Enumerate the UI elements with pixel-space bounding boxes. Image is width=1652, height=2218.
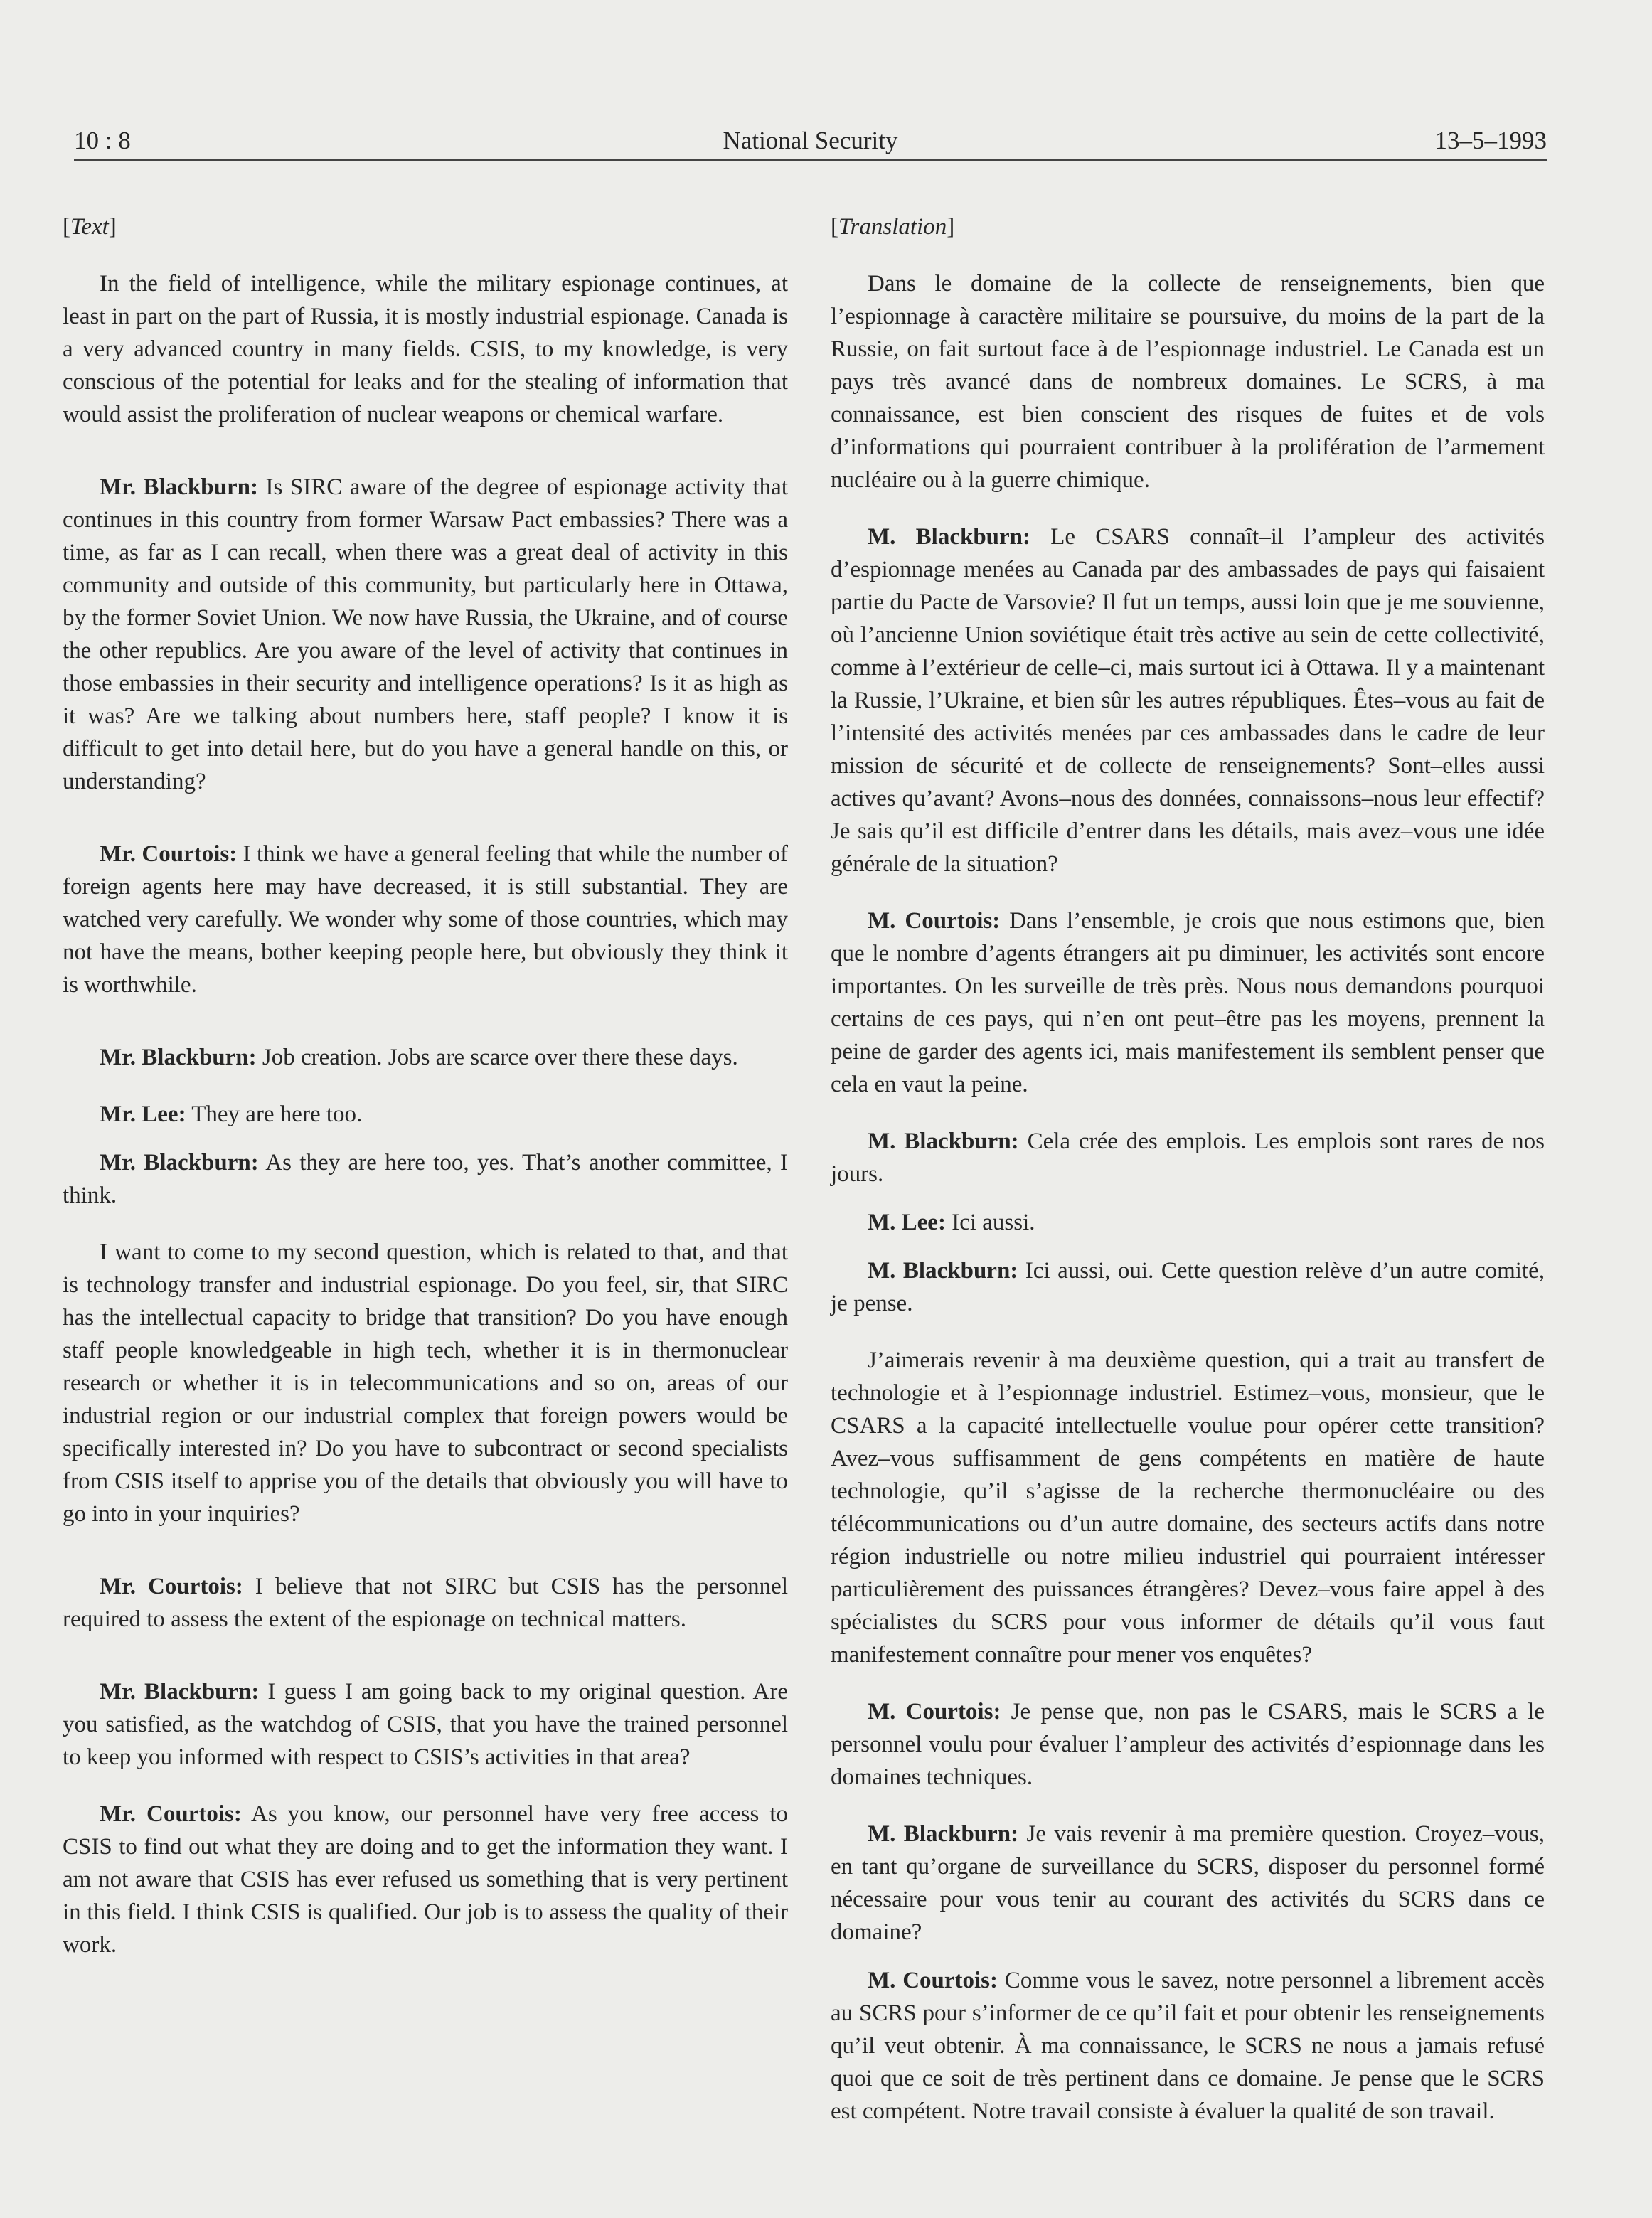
speaker-name: M. Lee:: [868, 1210, 946, 1235]
page-number: 10 : 8: [74, 127, 131, 154]
speaker-name: Mr. Blackburn:: [100, 1150, 259, 1175]
text-tag: [Text]: [63, 214, 117, 240]
speaker-paragraph: Mr. Blackburn: Job creation. Jobs are scarce over there these days.: [100, 1045, 738, 1070]
speaker-name: Mr. Courtois:: [100, 1801, 242, 1827]
paragraph: In the field of intelligence, while the military espionage continues, at least in part on the part of Russia, it is mostly industrial espionage. Canada is a very advanced country in many fields. CSIS, to my knowledge, is very conscious of the potential for leaks and for the stealing of information that would assist the proliferation of nuclear weapons or chemical warfare.: [63, 271, 788, 427]
speaker-name: M. Blackburn:: [868, 1129, 1019, 1154]
speaker-name: M. Blackburn:: [868, 1258, 1018, 1284]
paragraph: I want to come to my second question, which is related to that, and that is technology transfer and industrial espionage. Do you feel, sir, that SIRC has the intellectual capacity to bridge that transition? Do you have enough staff people knowledgeable in high tech, whether it is in thermonuclear research or whether it is in telecommunications and so on, areas of our industrial region or our industrial complex that foreign powers would be specifically interested in? Do you have to subcontract or second specialists from CSIS itself to apprise you of the details that obviously you will have to go into in your inquiries?: [63, 1239, 788, 1527]
speaker-paragraph: Mr. Courtois: As you know, our personnel have very free access to CSIS to find out what they are doing and to get the information they want. I am not aware that CSIS has ever refused us something that is very pertinent in this field. I think CSIS is qualified. Our job is to assess the quality of their work.: [63, 1801, 789, 1958]
paragraph: J’aimerais revenir à ma deuxième question, qui a trait au transfert de technologie et à l’espionnage industriel. Estimez–vous, monsieur, que le CSARS a la capacité intellectuelle voulue pour opérer cette transition? Avez–vous suffisamment de gens compétents en matière de haute technologie, qu’il s’agisse de la recherche thermonucléaire ou des télécommunications ou d’un autre domaine, des secteurs actifs dans notre région industrielle ou notre milieu industriel qui pourraient intéresser particulièrement des puissances étrangères? Devez–vous faire appel à des spécialistes du SCRS pour vous informer de détails qu’il vous faut manifestement connaître pour mener vos enquêtes?: [831, 1348, 1545, 1668]
speaker-paragraph: Mr. Lee: They are here too.: [100, 1102, 363, 1127]
english-column: [63, 210, 788, 1961]
speaker-paragraph: M. Blackburn: Le CSARS connaît–il l’ampleur des activités d’espionnage menées au Canada par des ambassades de pays qui faisaient partie du Pacte de Varsovie? Il fut un temps, aussi loin que je me souvienne, où l’ancienne Union soviétique était très active au sein de cette collectivité, comme à l’extérieur de celle–ci, mais surtout ici à Ottawa. Il y a maintenant la Russie, l’Ukraine, et bien sûr les autres républiques. Êtes–vous au fait de l’intensité des activités menées par ces ambassades dans le cadre de leur mission de sécurité et de collecte de renseignements? Sont–elles aussi actives qu’avant? Avons–nous des données, connaissons–nous leur effectif? Je sais qu’il est difficile d’entrer dans les détails, mais avez–vous une idée générale de la situation?: [831, 524, 1545, 877]
speaker-paragraph: M. Blackburn: Ici aussi, oui. Cette question relève d’un autre comité, je pense.: [831, 1258, 1545, 1316]
translation-tag: [Translation]: [831, 214, 955, 240]
running-title: National Security: [723, 127, 898, 154]
speaker-name: M. Courtois:: [868, 1968, 998, 1993]
speaker-paragraph: M. Blackburn: Je vais revenir à ma première question. Croyez–vous, en tant qu’organe de surveillance du SCRS, disposer du personnel formé nécessaire pour vous tenir au courant des activités du SCRS dans ce domaine?: [831, 1821, 1545, 1945]
speaker-paragraph: Mr. Blackburn: Is SIRC aware of the degree of espionage activity that continues in this country from former Warsaw Pact embassies? There was a time, as far as I can recall, when there was a great deal of activity in this community and outside of this community, but particularly here in Ottawa, by the former Soviet Union. We now have Russia, the Ukraine, and of course the other republics. Are you aware of the level of activity that continues in those embassies in their security and intelligence operations? Is it as high as it was? Are we talking about numbers here, staff people? I know it is difficult to get into detail here, but do you have a general handle on this, or understanding?: [63, 474, 788, 794]
speaker-name: Mr. Blackburn:: [100, 1045, 257, 1070]
speaker-name: M. Blackburn:: [868, 1821, 1019, 1847]
speaker-paragraph: M. Lee: Ici aussi.: [868, 1210, 1035, 1235]
speaker-name: Mr. Courtois:: [100, 841, 238, 867]
paragraph: Dans le domaine de la collecte de renseignements, bien que l’espionnage à caractère militaire se poursuive, du moins de la part de la Russie, on fait surtout face à de l’espionnage industriel. Le Canada est un pays très avancé dans de nombreux domaines. Le SCRS, à ma connaissance, est bien conscient des risques de fuites et de vols d’informations qui pourraient contribuer à la prolifération de l’armement nucléaire ou à la guerre chimique.: [831, 271, 1545, 493]
speaker-paragraph: Mr. Courtois: I think we have a general feeling that while the number of foreign agents here may have decreased, it is still substantial. They are watched very carefully. We wonder why some of those countries, which may not have the means, bother keeping people here, but obviously they think it is worthwhile.: [63, 841, 789, 998]
speaker-paragraph: Mr. Blackburn: I guess I am going back to my original question. Are you satisfied, as the watchdog of CSIS, that you have the trained personnel to keep you informed with respect to CSIS’s activities in that area?: [63, 1679, 788, 1770]
speaker-name: Mr. Blackburn:: [100, 474, 258, 500]
speaker-name: Mr. Blackburn:: [100, 1679, 260, 1705]
speaker-paragraph: M. Blackburn: Cela crée des emplois. Les emplois sont rares de nos jours.: [831, 1129, 1545, 1187]
page-date: 13–5–1993: [1434, 127, 1547, 154]
speaker-paragraph: M. Courtois: Je pense que, non pas le CSARS, mais le SCRS a le personnel voulu pour évaluer l’ampleur des activités d’espionnage dans les domaines techniques.: [831, 1699, 1545, 1790]
speaker-paragraph: M. Courtois: Dans l’ensemble, je crois que nous estimons que, bien que le nombre d’agents étrangers ait pu diminuer, les activités sont encore importantes. On les surveille de très près. Nous nous demandons pourquoi certains de ces pays, qui n’en ont peut–être pas les moyens, prennent la peine de garder des agents ici, mais manifestement ils semblent penser que cela en vaut la peine.: [831, 908, 1545, 1097]
speaker-name: M. Courtois:: [868, 1699, 1001, 1724]
french-column: [831, 210, 1545, 2128]
page-header: [74, 122, 1547, 161]
speaker-name: Mr. Lee:: [100, 1102, 186, 1127]
speaker-paragraph: M. Courtois: Comme vous le savez, notre personnel a librement accès au SCRS pour s’informer de ce qu’il fait et pour obtenir les renseignements qu’il veut obtenir. À ma connaissance, le SCRS ne nous a jamais refusé quoi que ce soit de très pertinent dans ce domaine. Je pense que le SCRS est compétent. Notre travail consiste à évaluer la qualité de son travail.: [831, 1968, 1545, 2124]
speaker-paragraph: Mr. Courtois: I believe that not SIRC but CSIS has the personnel required to assess the extent of the espionage on technical matters.: [63, 1574, 788, 1632]
speaker-name: M. Blackburn:: [868, 524, 1031, 550]
speaker-name: Mr. Courtois:: [100, 1574, 243, 1599]
speaker-name: M. Courtois:: [868, 908, 1001, 934]
speaker-paragraph: Mr. Blackburn: As they are here too, yes. That’s another committee, I think.: [63, 1150, 788, 1208]
